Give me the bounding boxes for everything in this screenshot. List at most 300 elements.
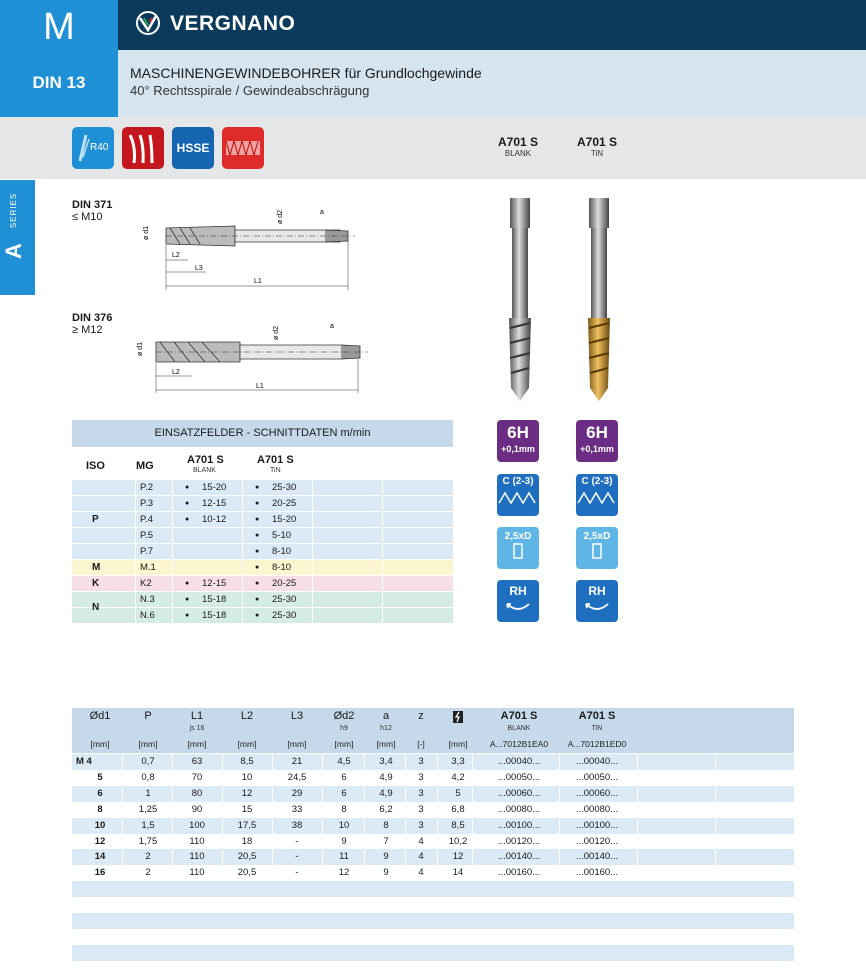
cell-divider	[242, 560, 243, 576]
article-code-cell: ...00040...	[575, 756, 619, 767]
dimension-header: A701 S	[500, 710, 538, 722]
bullet-icon: ●	[255, 612, 260, 619]
cell-divider	[405, 786, 406, 802]
cell-divider	[437, 849, 438, 865]
empty-row	[72, 881, 794, 897]
dimension-cell: 5	[455, 787, 461, 799]
dimension-cell: 110	[189, 835, 205, 847]
product-header-blank: A701 S BLANK	[497, 135, 539, 158]
dimension-cell: 4,5	[337, 756, 351, 767]
depth-badge-blank: 2,5xD	[497, 527, 539, 569]
depth-icon	[576, 542, 618, 562]
cell-divider	[364, 754, 365, 770]
col-blank-header: A701 S	[187, 454, 224, 466]
cell-divider	[135, 592, 136, 608]
series-tab: SERIES A	[0, 180, 35, 295]
dimension-cell: -	[295, 851, 299, 863]
dimension-cell: 3,3	[451, 756, 465, 767]
cell-divider	[437, 770, 438, 786]
dimension-cell: 1	[145, 787, 151, 799]
mg-cell: P.3	[140, 498, 154, 509]
dimension-cell: 2	[145, 851, 151, 863]
iso-group-label: K	[92, 578, 100, 589]
cell-divider	[559, 818, 560, 834]
cell-divider	[405, 770, 406, 786]
dimension-cell: 33	[291, 803, 303, 815]
cell-divider	[135, 544, 136, 560]
dimension-unit: [mm]	[90, 739, 110, 749]
dimension-header: a	[382, 710, 390, 722]
dimension-cell: 110	[189, 867, 205, 879]
dimension-header: L1	[190, 710, 204, 722]
cell-divider	[122, 818, 123, 834]
hsse-icon: HSSE	[172, 127, 214, 169]
dimension-cell: 15	[241, 803, 253, 815]
cell-divider	[222, 834, 223, 850]
rotation-arrow-icon	[576, 598, 618, 616]
cell-divider	[172, 560, 173, 576]
tap-tin-image	[574, 193, 624, 403]
cell-divider	[382, 544, 383, 560]
dimension-header: A701 S	[578, 710, 616, 722]
speed-tin-cell: 8-10	[272, 562, 292, 573]
col-tin-sub: TiN	[270, 467, 281, 474]
cell-divider	[172, 512, 173, 528]
article-code-cell: ...00140...	[575, 851, 619, 863]
tolerance-6h-badge-blank: 6H +0,1mm	[497, 420, 539, 462]
application-row	[72, 496, 453, 512]
article-code-cell: ...00120...	[575, 835, 619, 847]
cell-divider	[382, 496, 383, 512]
dimension-cell: 14	[94, 851, 106, 863]
application-row	[72, 560, 453, 576]
depth-icon	[497, 542, 539, 562]
bullet-icon: ●	[185, 612, 190, 619]
article-code-cell: ...00120...	[497, 835, 541, 847]
cell-divider	[135, 496, 136, 512]
speed-blank-cell: 15-18	[202, 594, 227, 605]
dimension-cell: 16	[94, 867, 106, 879]
cell-divider	[382, 560, 383, 576]
cell-divider	[312, 592, 313, 608]
cell-divider	[135, 480, 136, 496]
dimension-row	[72, 865, 794, 881]
dimension-cell: 38	[291, 819, 303, 831]
cell-divider	[637, 770, 638, 786]
dimension-unit: [mm]	[237, 739, 257, 749]
svg-text:L1: L1	[254, 278, 262, 285]
dimension-cell: 6	[97, 787, 103, 799]
dimension-cell: 21	[291, 756, 303, 767]
article-code-cell: ...00100...	[575, 819, 619, 831]
application-row	[72, 592, 453, 608]
cell-divider	[222, 818, 223, 834]
dimension-cell: -	[295, 835, 299, 847]
bullet-icon: ●	[185, 500, 190, 507]
cell-divider	[135, 512, 136, 528]
bullet-icon: ●	[255, 484, 260, 491]
application-table-title: EINSATZFELDER - SCHNITTDATEN m/min	[72, 420, 453, 447]
col-blank-sub: BLANK	[193, 467, 216, 474]
dimension-unit: [mm]	[448, 739, 468, 749]
cell-divider	[364, 802, 365, 818]
dimension-cell: 8,5	[240, 756, 254, 767]
brand-bar	[118, 0, 866, 50]
cell-divider	[172, 849, 173, 865]
cell-divider	[472, 865, 473, 881]
cell-divider	[472, 849, 473, 865]
dimension-header: L3	[290, 710, 304, 722]
dimension-subheader: BLANK	[507, 725, 531, 732]
cell-divider	[272, 849, 273, 865]
cell-divider	[637, 849, 638, 865]
cell-divider	[322, 770, 323, 786]
cell-divider	[637, 818, 638, 834]
cell-divider	[405, 818, 406, 834]
chamfer-icon	[497, 487, 539, 507]
dimension-subheader: js 16	[189, 725, 205, 732]
dimension-cell: -	[295, 867, 299, 879]
cell-divider	[322, 865, 323, 881]
article-code-cell: ...00060...	[497, 787, 541, 799]
dimension-cell: 80	[191, 787, 203, 799]
article-code-cell: ...00080...	[497, 803, 541, 815]
cell-divider	[172, 496, 173, 512]
cell-divider	[272, 802, 273, 818]
cell-divider	[122, 849, 123, 865]
dimension-cell: 12	[241, 787, 253, 799]
cell-divider	[322, 834, 323, 850]
tolerance-6h-badge-tin: 6H +0,1mm	[576, 420, 618, 462]
speed-tin-cell: 25-30	[272, 594, 297, 605]
cell-divider	[242, 512, 243, 528]
cell-divider	[312, 512, 313, 528]
cell-divider	[312, 576, 313, 592]
cell-divider	[382, 576, 383, 592]
speed-blank-cell: 12-15	[202, 578, 227, 589]
dimension-cell: 6,2	[379, 803, 393, 815]
speed-tin-cell: 5-10	[272, 530, 292, 541]
dimension-header: z	[418, 710, 424, 722]
dimension-row	[72, 849, 794, 865]
mg-cell: N.6	[140, 610, 155, 621]
chamfer-form-badge-tin: C (2-3)	[576, 474, 618, 516]
cell-divider	[559, 802, 560, 818]
bullet-icon: ●	[255, 500, 260, 507]
right-hand-badge-tin: RH	[576, 580, 618, 622]
dimension-cell: 63	[191, 756, 203, 767]
dimension-cell: 10	[241, 771, 253, 783]
chamfer-form-badge-blank: C (2-3)	[497, 474, 539, 516]
cell-divider	[222, 786, 223, 802]
dimension-header: P	[144, 710, 152, 722]
cell-divider	[715, 834, 716, 850]
dimension-cell: 9	[383, 851, 389, 863]
cell-divider	[172, 786, 173, 802]
cell-divider	[172, 592, 173, 608]
mg-cell: P.5	[140, 530, 154, 541]
article-code-cell: ...00160...	[497, 867, 541, 879]
dimension-cell: 8	[341, 803, 347, 815]
cell-divider	[172, 770, 173, 786]
svg-text:ø d1: ø d1	[137, 341, 144, 356]
dimension-cell: 3	[418, 787, 424, 799]
speed-tin-cell: 25-30	[272, 610, 297, 621]
cell-divider	[172, 818, 173, 834]
cell-divider	[364, 834, 365, 850]
cell-divider	[715, 802, 716, 818]
cell-divider	[312, 480, 313, 496]
dimension-cell: 1,25	[138, 803, 158, 815]
cell-divider	[437, 802, 438, 818]
empty-row	[72, 945, 794, 961]
dimension-unit: [mm]	[334, 739, 354, 749]
svg-text:L1: L1	[256, 383, 264, 390]
cell-divider	[322, 802, 323, 818]
cell-divider	[122, 786, 123, 802]
cell-divider	[172, 576, 173, 592]
cell-divider	[637, 786, 638, 802]
cell-divider	[437, 754, 438, 770]
dimension-cell: 11	[339, 851, 349, 863]
dimension-subheader: TiN	[591, 725, 603, 732]
dimension-cell: 20,5	[237, 851, 257, 863]
iso-group-label: P	[92, 514, 99, 525]
din371-label: DIN 371 ≤ M10	[72, 199, 113, 223]
dimension-cell: 7	[383, 835, 389, 847]
dimension-unit: [mm]	[187, 739, 207, 749]
dimension-cell: 10	[338, 819, 350, 831]
cell-divider	[405, 865, 406, 881]
cell-divider	[172, 528, 173, 544]
din376-drawing	[130, 318, 370, 398]
cell-divider	[437, 818, 438, 834]
cell-divider	[405, 802, 406, 818]
thread-icon	[222, 127, 264, 169]
cell-divider	[405, 754, 406, 770]
dimension-cell: 110	[189, 851, 205, 863]
svg-text:ø d1: ø d1	[143, 225, 150, 240]
cell-divider	[382, 480, 383, 496]
cell-divider	[559, 865, 560, 881]
svg-text:ø d2: ø d2	[277, 209, 284, 224]
application-row	[72, 528, 453, 544]
article-code-cell: ...00060...	[575, 787, 619, 799]
cell-divider	[122, 802, 123, 818]
cell-divider	[637, 834, 638, 850]
dimension-cell: 10	[94, 819, 106, 831]
dimension-header: Ød1	[89, 710, 111, 722]
cell-divider	[364, 818, 365, 834]
cell-divider	[637, 865, 638, 881]
cell-divider	[472, 786, 473, 802]
cell-divider	[122, 754, 123, 770]
article-code-cell: ...00080...	[575, 803, 619, 815]
dimension-cell: 4,9	[379, 771, 393, 783]
cell-divider	[272, 754, 273, 770]
application-row	[72, 512, 453, 528]
cell-divider	[322, 818, 323, 834]
cell-divider	[559, 786, 560, 802]
cell-divider	[405, 849, 406, 865]
dimension-cell: 70	[191, 771, 203, 783]
cell-divider	[405, 834, 406, 850]
brand-name: VERGNANO	[170, 12, 296, 35]
dimension-cell: 3	[418, 756, 424, 767]
cell-divider	[122, 834, 123, 850]
cell-divider	[715, 786, 716, 802]
svg-text:L2: L2	[172, 369, 180, 376]
cell-divider	[135, 576, 136, 592]
r40-icon: R40	[72, 127, 114, 169]
bullet-icon: ●	[255, 580, 260, 587]
dimension-cell: 20,5	[237, 867, 257, 879]
tap-blank-image	[495, 193, 545, 403]
dimension-cell: 5	[97, 771, 103, 783]
cell-divider	[312, 560, 313, 576]
dimension-cell: 6	[341, 787, 347, 799]
cell-divider	[222, 802, 223, 818]
dimension-cell: 14	[452, 867, 464, 879]
cell-divider	[322, 754, 323, 770]
cell-divider	[272, 865, 273, 881]
cell-divider	[242, 592, 243, 608]
dimension-cell: 1,75	[138, 835, 158, 847]
cell-divider	[122, 865, 123, 881]
dimension-cell: 4	[418, 851, 424, 863]
cell-divider	[135, 560, 136, 576]
dimension-unit: [mm]	[287, 739, 307, 749]
application-row	[72, 480, 453, 496]
bullet-icon: ●	[185, 516, 190, 523]
speed-blank-cell: 12-15	[202, 498, 227, 509]
cell-divider	[715, 865, 716, 881]
cell-divider	[472, 770, 473, 786]
cell-divider	[172, 754, 173, 770]
speed-tin-cell: 15-20	[272, 514, 297, 525]
article-code-cell: ...00140...	[497, 851, 541, 863]
cell-divider	[242, 576, 243, 592]
cell-divider	[472, 834, 473, 850]
cell-divider	[242, 608, 243, 624]
dimension-cell: 1,5	[141, 819, 155, 831]
svg-text:a: a	[320, 209, 324, 216]
speed-blank-cell: 15-18	[202, 610, 227, 621]
cell-divider	[364, 770, 365, 786]
cell-divider	[437, 786, 438, 802]
dimension-cell: 3	[418, 803, 424, 815]
cell-divider	[312, 528, 313, 544]
cell-divider	[272, 818, 273, 834]
application-row	[72, 576, 453, 592]
dimension-cell: 4,2	[451, 771, 465, 783]
cell-divider	[382, 608, 383, 624]
col-tin-header: A701 S	[257, 454, 294, 466]
dimension-cell: 4	[418, 867, 424, 879]
cell-divider	[437, 834, 438, 850]
dimension-cell: 90	[191, 803, 203, 815]
cell-divider	[122, 770, 123, 786]
cell-divider	[322, 849, 323, 865]
standard-label: DIN 13	[0, 55, 118, 117]
cell-divider	[242, 544, 243, 560]
dimension-cell: 8	[97, 803, 103, 815]
dimension-cell: 9	[341, 835, 347, 847]
dimension-cell: 4	[418, 835, 424, 847]
speed-tin-cell: 8-10	[272, 546, 292, 557]
right-hand-badge-blank: RH	[497, 580, 539, 622]
cell-divider	[364, 849, 365, 865]
cell-divider	[637, 754, 638, 770]
depth-badge-tin: 2,5xD	[576, 527, 618, 569]
bullet-icon: ●	[185, 596, 190, 603]
bullet-icon: ●	[255, 548, 260, 555]
dimension-cell: 17,5	[237, 819, 257, 831]
spiral-flute-icon	[122, 127, 164, 169]
bullet-icon: ●	[185, 580, 190, 587]
bullet-icon: ●	[255, 516, 260, 523]
cell-divider	[242, 496, 243, 512]
cell-divider	[222, 770, 223, 786]
cell-divider	[222, 849, 223, 865]
cell-divider	[242, 480, 243, 496]
dimension-cell: 10,2	[448, 835, 468, 847]
page-subtitle: 40° Rechtsspirale / Gewindeabschrägung	[130, 83, 370, 98]
mg-cell: N.3	[140, 594, 155, 605]
cell-divider	[172, 865, 173, 881]
cell-divider	[242, 528, 243, 544]
cell-divider	[222, 865, 223, 881]
empty-row	[72, 929, 794, 945]
dimension-row	[72, 754, 794, 770]
cell-divider	[312, 544, 313, 560]
dimension-unit: [mm]	[138, 739, 158, 749]
cell-divider	[272, 834, 273, 850]
dimension-subheader: h9	[340, 725, 348, 732]
bullet-icon: ●	[185, 484, 190, 491]
dimension-cell: 3,4	[379, 756, 393, 767]
din376-label: DIN 376 ≥ M12	[72, 312, 113, 336]
cell-divider	[715, 754, 716, 770]
cell-divider	[312, 496, 313, 512]
cell-divider	[135, 608, 136, 624]
dimension-cell: 3	[418, 819, 424, 831]
iso-header: ISO	[86, 460, 105, 472]
vergnano-logo-icon	[134, 10, 170, 36]
application-row	[72, 608, 453, 624]
cell-divider	[715, 849, 716, 865]
mg-cell: P.4	[140, 514, 154, 525]
dimension-cell: 8	[383, 819, 389, 831]
cell-divider	[364, 865, 365, 881]
speed-tin-cell: 25-30	[272, 482, 297, 493]
din371-drawing	[130, 200, 370, 295]
mg-cell: M.1	[140, 562, 156, 573]
dimension-header: L2	[240, 710, 254, 722]
dimension-subheader: h12	[380, 725, 392, 732]
bullet-icon: ●	[255, 532, 260, 539]
cell-divider	[272, 770, 273, 786]
speed-tin-cell: 20-25	[272, 578, 297, 589]
cell-divider	[322, 786, 323, 802]
dimension-unit: [mm]	[376, 739, 396, 749]
cell-divider	[637, 802, 638, 818]
svg-text:a: a	[330, 323, 334, 330]
dimension-header: Ød2	[333, 710, 355, 722]
dimension-unit: [-]	[417, 739, 425, 749]
article-code-cell: ...00050...	[575, 771, 619, 783]
cell-divider	[172, 544, 173, 560]
